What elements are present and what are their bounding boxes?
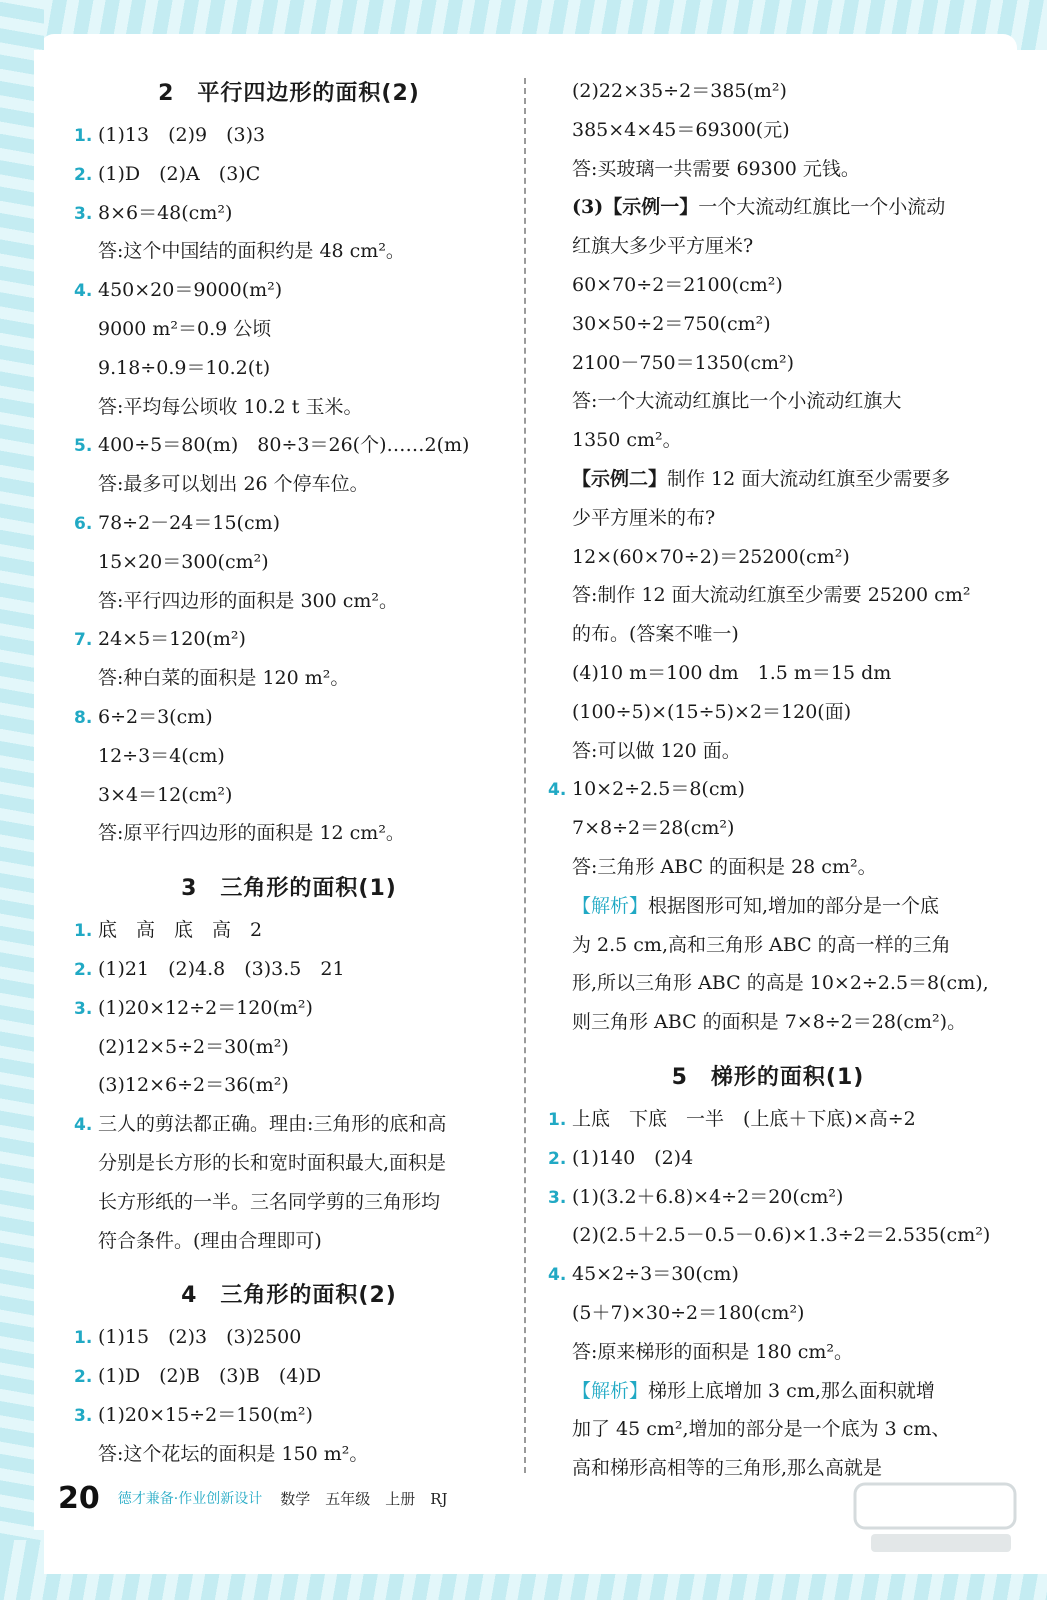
question-number: 7.	[74, 630, 93, 651]
answer-line	[74, 1105, 504, 1144]
answer-line	[548, 1255, 988, 1294]
analysis-line	[548, 887, 988, 926]
line-text: 15×20＝300(cm²)	[98, 550, 269, 573]
answer-line	[74, 543, 504, 582]
line-text: 答:最多可以划出 26 个停车位。	[98, 473, 369, 496]
answer-line	[74, 232, 504, 271]
answer-line	[548, 693, 988, 732]
line-text: 答:平均每公顷收 10.2 t 玉米。	[98, 395, 363, 418]
question-number: 3.	[74, 998, 93, 1019]
answer-line	[74, 388, 504, 427]
answer-line	[548, 344, 988, 383]
answer-line	[74, 989, 504, 1028]
question-number: 2.	[74, 959, 93, 980]
question-number: 1.	[74, 126, 93, 146]
line-text: 答:一个大流动红旗比一个小流动红旗大	[572, 390, 902, 413]
line-text: 78÷2－24＝15(cm)	[98, 511, 281, 534]
answer-line	[74, 1357, 504, 1396]
line-text: 9000 m²＝0.9 公顷	[98, 317, 272, 340]
question-number: 2.	[548, 1148, 567, 1169]
answer-line	[548, 770, 988, 809]
answer-line	[74, 1396, 504, 1435]
answer-line	[74, 1435, 504, 1474]
answer-line	[548, 188, 988, 227]
line-text: 24×5＝120(m²)	[98, 628, 246, 651]
answer-line	[74, 1066, 504, 1105]
footer-subject: 数学 五年级 上册 RJ	[280, 1489, 448, 1508]
line-text: 1350 cm²。	[572, 429, 682, 452]
answer-line	[548, 1410, 988, 1449]
line-text: 2100－750＝1350(cm²)	[572, 351, 795, 374]
line-text: (4)10 m＝100 dm 1.5 m＝15 dm	[572, 661, 892, 684]
line-text: (1)13 (2)9 (3)3	[98, 124, 266, 146]
answer-line	[74, 1144, 504, 1183]
answer-line	[74, 814, 504, 853]
line-text: 红旗大多少平方厘米?	[572, 235, 754, 258]
answer-line	[74, 310, 504, 349]
question-number: 5.	[74, 436, 93, 457]
line-text: 加了 45 cm²,增加的部分是一个底为 3 cm、	[572, 1418, 951, 1441]
footer-brand: 德才兼备·作业创新设计	[117, 1491, 263, 1507]
line-text: 上底 下底 一半 (上底＋下底)×高÷2	[572, 1107, 916, 1130]
example-tag: 【示例二】	[572, 467, 668, 490]
question-number: 1.	[548, 1109, 567, 1130]
answer-line	[74, 1222, 504, 1261]
line-text: 答:种白菜的面积是 120 m²。	[98, 667, 350, 690]
line-text: (2)(2.5＋2.5－0.5－0.6)×1.3÷2＝2.535(cm²)	[572, 1224, 991, 1247]
question-number: 3.	[74, 1405, 93, 1426]
line-text: 12×(60×70÷2)＝25200(cm²)	[572, 545, 850, 568]
page-number: 20	[58, 1480, 100, 1516]
line-text: 400÷5＝80(m) 80÷3＝26(个)……2(m)	[98, 434, 470, 457]
watermark-logo-icon	[851, 1480, 1021, 1560]
right-column	[548, 72, 991, 1488]
line-text: 底 高 底 高 2	[98, 919, 263, 942]
answer-line	[74, 194, 504, 233]
question-number: 6.	[74, 513, 93, 534]
decorative-frame-top	[0, 0, 1047, 50]
answer-line	[74, 620, 504, 659]
answer-line	[74, 116, 504, 155]
answer-line	[548, 1178, 988, 1217]
line-text: 答:制作 12 面大流动红旗至少需要 25200 cm²	[572, 584, 971, 607]
column-divider	[524, 78, 526, 1473]
answer-line	[74, 582, 504, 621]
line-text: 根据图形可知,增加的部分是一个底	[648, 894, 940, 917]
answer-line	[548, 576, 988, 615]
line-text: 3×4＝12(cm²)	[98, 783, 233, 806]
line-text: 10×2÷2.5＝8(cm)	[572, 778, 745, 801]
answer-line	[74, 349, 504, 388]
line-text: 一个大流动红旗比一个小流动	[698, 196, 946, 219]
answer-line	[548, 499, 988, 538]
section-heading: 2 平行四边形的面积(2)	[158, 81, 420, 106]
answer-line	[548, 111, 988, 150]
answer-line	[74, 698, 504, 737]
question-number: 4.	[74, 1115, 93, 1136]
line-text: 7×8÷2＝28(cm²)	[572, 817, 735, 840]
answer-line	[74, 155, 504, 194]
answer-line	[74, 271, 504, 310]
answer-line	[548, 1333, 988, 1372]
line-text: 三人的剪法都正确。理由:三角形的底和高	[98, 1113, 447, 1136]
answer-line	[548, 1294, 988, 1333]
question-number: 4.	[548, 780, 567, 801]
answer-line	[74, 426, 504, 465]
answer-line	[548, 72, 988, 111]
line-text: (100÷5)×(15÷5)×2＝120(面)	[572, 700, 852, 723]
line-text: 符合条件。(理由合理即可)	[98, 1229, 322, 1252]
page-footer	[58, 1478, 448, 1518]
line-text: 60×70÷2＝2100(cm²)	[572, 273, 783, 296]
answer-line	[74, 911, 504, 950]
line-text: (3)12×6÷2＝36(m²)	[98, 1074, 289, 1097]
answer-line	[548, 732, 988, 771]
answer-line	[548, 150, 988, 189]
answer-line	[74, 465, 504, 504]
answer-line	[548, 382, 988, 421]
answer-line	[548, 227, 988, 266]
answer-line	[548, 1100, 988, 1139]
answer-line	[548, 615, 988, 654]
answer-line	[74, 1183, 504, 1222]
answer-line	[548, 1003, 988, 1042]
answer-line	[74, 504, 504, 543]
answer-line	[548, 460, 988, 499]
answer-line	[74, 776, 504, 815]
line-text: (2)22×35÷2＝385(m²)	[572, 80, 787, 102]
analysis-tag: 【解析】	[572, 1379, 649, 1402]
answer-line	[548, 266, 988, 305]
line-text: (1)D (2)A (3)C	[98, 162, 261, 185]
answer-line	[548, 654, 988, 693]
line-text: (5＋7)×30÷2＝180(cm²)	[572, 1301, 805, 1324]
line-text: 制作 12 面大流动红旗至少需要多	[667, 467, 951, 490]
question-number: 4.	[548, 1265, 567, 1286]
line-text: 9.18÷0.9＝10.2(t)	[98, 356, 271, 379]
line-text: (1)(3.2＋6.8)×4÷2＝20(cm²)	[572, 1185, 844, 1208]
answer-line	[74, 1028, 504, 1067]
answer-line	[548, 305, 988, 344]
line-text: 形,所以三角形 ABC 的高是 10×2÷2.5＝8(cm),	[572, 972, 989, 995]
line-text: (1)15 (2)3 (3)2500	[98, 1326, 302, 1349]
question-number: 2.	[74, 1367, 93, 1388]
line-text: 的布。(答案不唯一)	[572, 623, 739, 646]
answer-line	[548, 809, 988, 848]
line-text: 45×2÷3＝30(cm)	[572, 1263, 739, 1286]
answer-line	[74, 659, 504, 698]
answer-line	[548, 964, 988, 1003]
line-text: 长方形纸的一半。三名同学剪的三角形均	[98, 1190, 441, 1213]
line-text: 则三角形 ABC 的面积是 7×8÷2＝28(cm²)。	[572, 1011, 967, 1034]
line-text: 答:原平行四边形的面积是 12 cm²。	[98, 822, 405, 845]
decorative-frame-left	[0, 0, 44, 1600]
answer-line	[548, 421, 988, 460]
line-text: (1)20×15÷2＝150(m²)	[98, 1403, 313, 1426]
line-text: 高和梯形高相等的三角形,那么高就是	[572, 1457, 883, 1480]
answer-line	[548, 1216, 991, 1255]
question-number: 8.	[74, 707, 93, 728]
line-text: (1)140 (2)4	[572, 1146, 694, 1169]
question-number: 1.	[74, 1328, 93, 1349]
example-tag: (3)【示例一】	[572, 196, 699, 219]
line-text: 答:这个中国结的面积约是 48 cm²。	[98, 240, 405, 263]
question-number: 3.	[74, 203, 93, 224]
question-number: 1.	[74, 921, 93, 942]
line-text: 梯形上底增加 3 cm,那么面积就增	[648, 1379, 935, 1402]
answer-line	[74, 950, 504, 989]
line-text: 30×50÷2＝750(cm²)	[572, 312, 771, 335]
question-number: 3.	[548, 1187, 567, 1208]
line-text: 8×6＝48(cm²)	[98, 201, 233, 224]
analysis-tag: 【解析】	[572, 894, 649, 917]
line-text: 答:买玻璃一共需要 69300 元钱。	[572, 157, 860, 180]
question-number: 2.	[74, 164, 93, 185]
line-text: (1)20×12÷2＝120(m²)	[98, 996, 313, 1019]
answer-line	[74, 737, 504, 776]
line-text: 为 2.5 cm,高和三角形 ABC 的高一样的三角	[572, 933, 951, 956]
answer-line	[548, 538, 988, 577]
line-text: 385×4×45＝69300(元)	[572, 118, 790, 141]
question-number: 4.	[74, 281, 93, 302]
line-text: 答:平行四边形的面积是 300 cm²。	[98, 589, 399, 612]
section-heading: 5 梯形的面积(1)	[671, 1064, 865, 1090]
line-text: (1)21 (2)4.8 (3)3.5 21	[98, 957, 345, 980]
left-column	[74, 72, 504, 1474]
analysis-line	[548, 1372, 988, 1411]
section-heading: 4 三角形的面积(2)	[181, 1283, 397, 1309]
line-text: 答:原来梯形的面积是 180 cm²。	[572, 1340, 854, 1363]
line-text: 6÷2＝3(cm)	[98, 705, 213, 728]
line-text: 答:三角形 ABC 的面积是 28 cm²。	[572, 855, 877, 878]
line-text: (2)12×5÷2＝30(m²)	[98, 1035, 289, 1058]
line-text: 450×20＝9000(m²)	[98, 279, 283, 302]
answer-line	[548, 1139, 988, 1178]
line-text: 少平方厘米的布?	[572, 506, 716, 529]
line-text: 分别是长方形的长和宽时面积最大,面积是	[98, 1151, 447, 1174]
answer-line	[74, 1318, 504, 1357]
line-text: 答:可以做 120 面。	[572, 739, 741, 762]
line-text: 答:这个花坛的面积是 150 m²。	[98, 1442, 369, 1465]
answer-line	[548, 848, 988, 887]
answer-line	[548, 926, 988, 965]
line-text: (1)D (2)B (3)B (4)D	[98, 1365, 322, 1388]
line-text: 12÷3＝4(cm)	[98, 744, 225, 767]
section-heading: 3 三角形的面积(1)	[181, 876, 397, 902]
